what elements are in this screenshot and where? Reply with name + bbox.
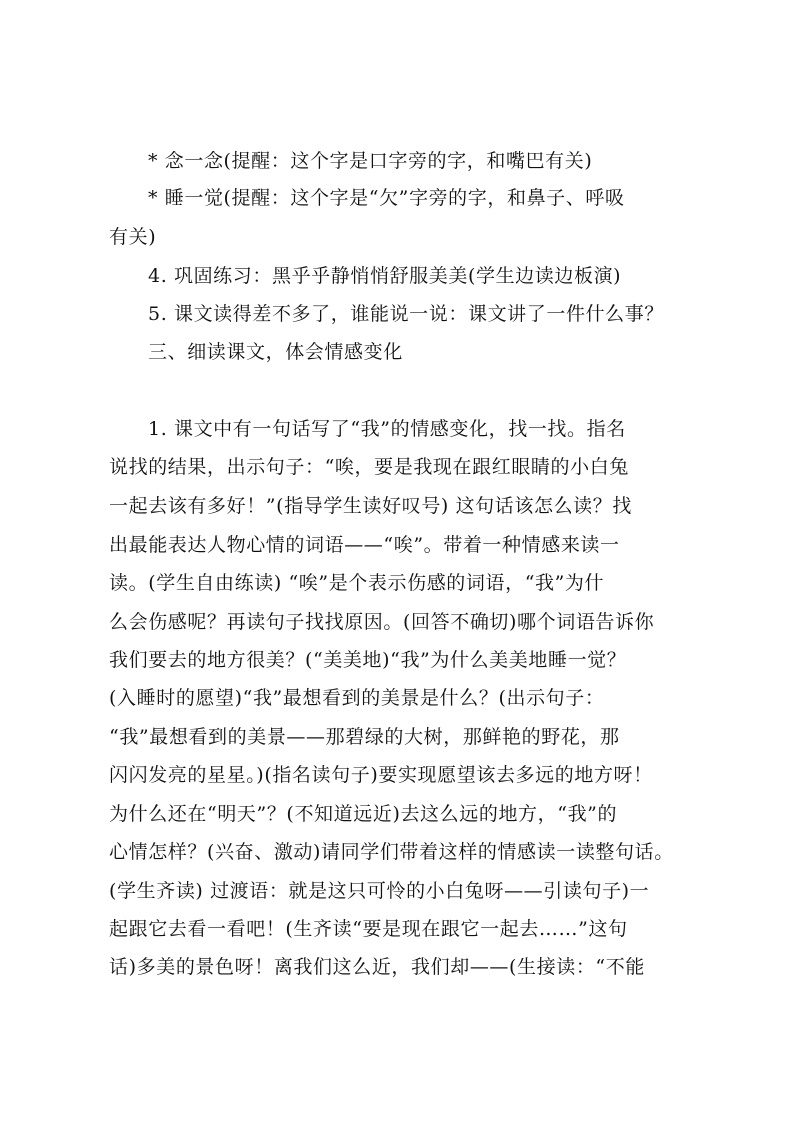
text-line-5: 5. 课文读得差不多了，谁能说一说：课文讲了一件什么事？ — [148, 303, 664, 325]
text-line-11: 读。(学生自由练读) “唉”是个表示伤感的词语，“我”为什 — [109, 572, 605, 594]
section-heading: 三、细读课文，体会情感变化 — [148, 341, 403, 363]
text-line-18: 心情怎样？(兴奋、激动)请同学们带着这样的情感读一读整句话。 — [109, 841, 674, 863]
text-line-3: 有关) — [109, 226, 157, 248]
text-line-12: 么会伤感呢？再读句子找找原因。(回答不确切)哪个词语告诉你 — [109, 611, 655, 633]
text-line-21: 话)多美的景色呀！离我们这么近，我们却——(生接读：“不能 — [109, 956, 645, 978]
text-line-10: 出最能表达人物心情的词语——“唉”。带着一种情感来读一 — [109, 534, 620, 556]
text-line-17: 为什么还在“明天”？(不知道远近)去这么远的地方，“我”的 — [109, 803, 618, 825]
text-line-7: 1. 课文中有一句话写了“我”的情感变化，找一找。指名 — [148, 418, 626, 440]
text-line-9: 一起去该有多好！”(指导学生读好叹号) 这句话该怎么读？找 — [109, 495, 632, 517]
text-line-14: (入睡时的愿望)“我”最想看到的美景是什么？(出示句子： — [109, 687, 605, 709]
text-line-16: 闪闪发亮的星星。)(指名读句子)要实现愿望该去多远的地方呀！ — [109, 764, 653, 786]
text-line-19: (学生齐读) 过渡语：就是这只可怜的小白兔呀——引读句子)一 — [109, 880, 650, 902]
text-line-15: “我”最想看到的美景——那碧绿的大树，那鲜艳的野花，那 — [109, 726, 620, 748]
text-line-1: * 念一念(提醒：这个字是口字旁的字，和嘴巴有关) — [148, 150, 593, 172]
text-line-4: 4. 巩固练习：黑乎乎静悄悄舒服美美(学生边读边板演) — [148, 265, 622, 287]
text-line-13: 我们要去的地方很美？(“美美地)“我”为什么美美地睡一觉？ — [109, 649, 627, 671]
text-line-20: 起跟它去看一看吧！(生齐读“要是现在跟它一起去……”这句 — [109, 918, 628, 940]
text-line-8: 说找的结果，出示句子：“唉，要是我现在跟红眼睛的小白兔 — [109, 456, 629, 478]
text-line-2: * 睡一觉(提醒：这个字是“欠”字旁的字，和鼻子、呼吸 — [148, 187, 625, 209]
